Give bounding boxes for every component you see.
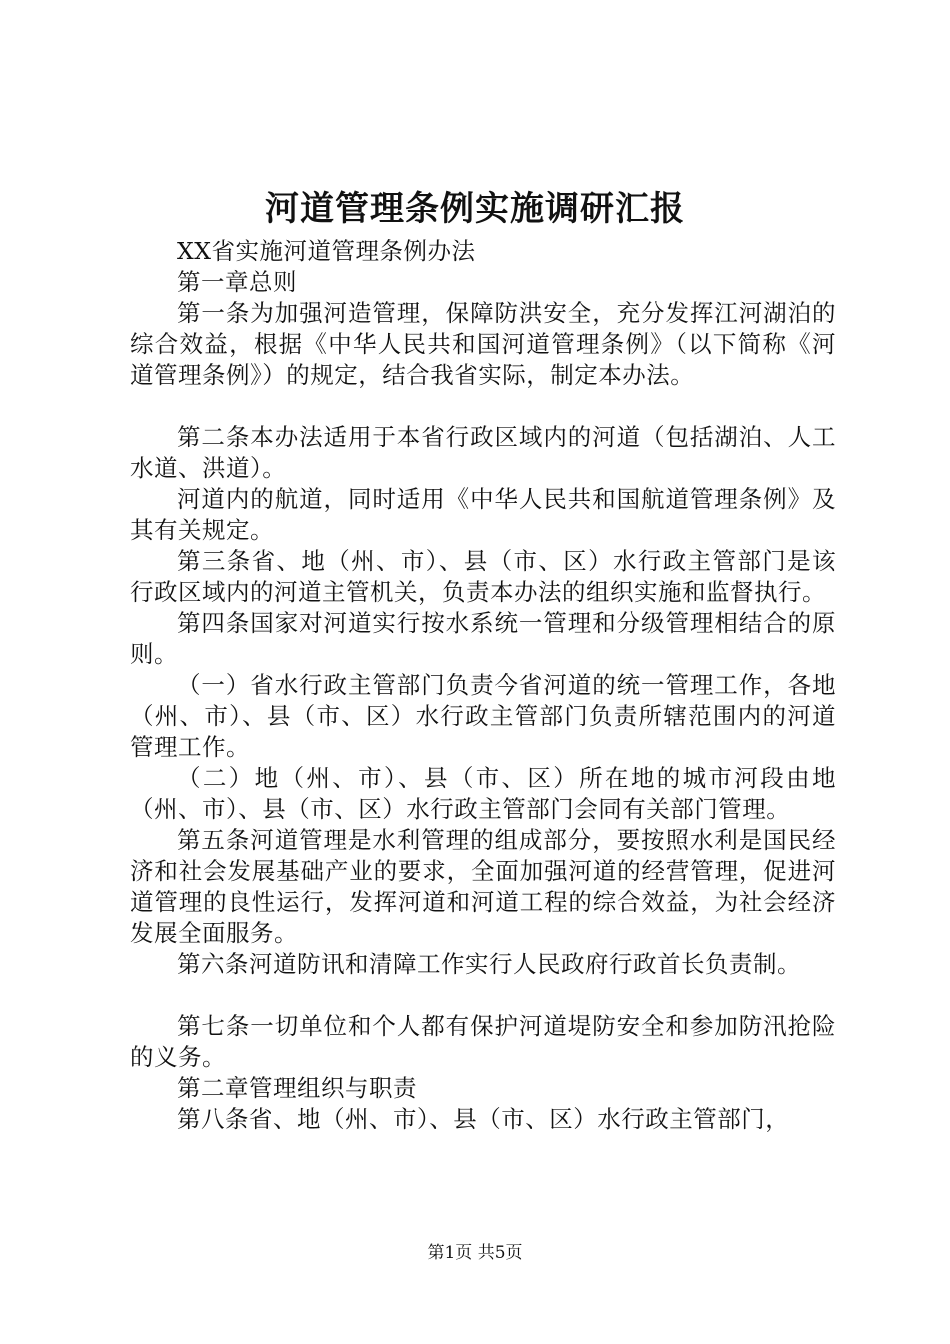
page-number: 第1页 共5页 [427, 1243, 523, 1263]
paragraph-subtitle: XX省实施河道管理条例办法 [177, 237, 476, 265]
paragraph-article-4: 第四条国家对河道实行按水系统一管理和分级管理相结合的原则。 [130, 609, 836, 668]
paragraph-chapter-2: 第二章管理组织与职责 [177, 1074, 417, 1102]
paragraph-article-2: 第二条本办法适用于本省行政区域内的河道（包括湖泊、人工水道、洪道）。 [130, 423, 836, 482]
paragraph-article-8: 第八条省、地（州、市）、县（市、区）水行政主管部门， [177, 1105, 790, 1133]
paragraph-article-7: 第七条一切单位和个人都有保护河道堤防安全和参加防汛抢险的义务。 [130, 1012, 836, 1071]
paragraph-article-4-item-1: （一）省水行政主管部门负责今省河道的统一管理工作，各地（州、市）、县（市、区）水行政主管部门负责所辖范围内的河道管理工作。 [130, 671, 836, 761]
paragraph-article-4-item-2: （二）地（州、市）、县（市、区）所在地的城市河段由地（州、市）、县（市、区）水行政主管部门会同有关部门管理。 [130, 764, 836, 823]
paragraph-article-6: 第六条河道防讯和清障工作实行人民政府行政首长负责制。 [177, 950, 801, 978]
document-title: 河道管理条例实施调研汇报 [265, 189, 685, 229]
paragraph-article-2-note: 河道内的航道，同时适用《中华人民共和国航道管理条例》及其有关规定。 [130, 485, 836, 544]
paragraph-article-5: 第五条河道管理是水利管理的组成部分，要按照水利是国民经济和社会发展基础产业的要求，全面加强河道的经营管理，促进河道管理的良性运行，发挥河道和河道工程的综合效益，为社会经济发展全面服务。 [130, 826, 836, 947]
paragraph-article-3: 第三条省、地（州、市）、县（市、区）水行政主管部门是该行政区域内的河道主管机关，负责本办法的组织实施和监督执行。 [130, 547, 836, 606]
paragraph-article-1: 第一条为加强河造管理，保障防洪安全，充分发挥江河湖泊的综合效益，根据《中华人民共和国河道管理条例》（以下简称《河道管理条例》）的规定，结合我省实际，制定本办法。 [130, 299, 836, 389]
document-body [130, 236, 836, 1135]
paragraph-chapter-1: 第一章总则 [177, 268, 297, 296]
